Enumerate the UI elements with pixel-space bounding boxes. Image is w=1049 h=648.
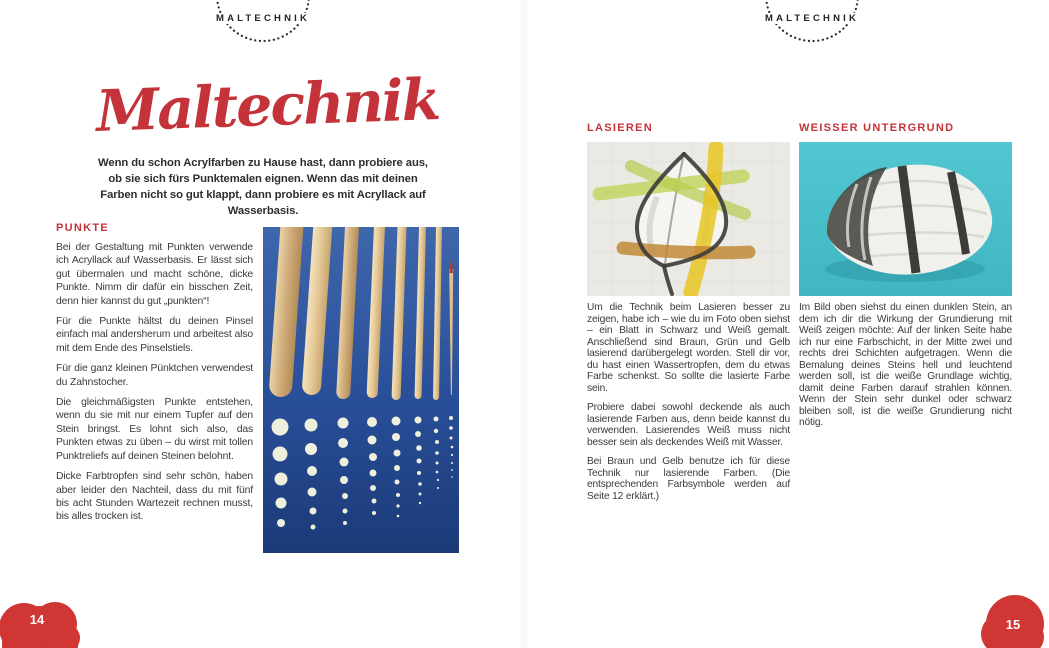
running-head-right — [750, 0, 874, 52]
running-head-left — [201, 0, 325, 52]
paragraph: Bei der Gestaltung mit Punkten verwende ich Acryllack auf Wasserbasis. Er lässt sich gut übermalen und macht schöne, dicke Punkte. Nimm dir dafür ein bisschen Zeit, denn hier kannst du gut „punkten“! — [56, 242, 253, 307]
weisser-untergrund-text-column — [799, 302, 1012, 437]
paragraph: Für die ganz kleinen Pünktchen verwendest du Zahnstocher. — [56, 363, 253, 388]
page-number: 14 — [29, 612, 45, 627]
white-primed-stone-photo — [799, 142, 1012, 296]
paragraph: Bei Braun und Gelb benutze ich für diese Technik nur lasierende Farben. (Die entsprechenden Farbsymbole werden auf Seite 12 erklärt.) — [587, 456, 790, 502]
running-head-title: MALTECHNIK — [750, 13, 874, 24]
dots-practice-photo — [263, 227, 459, 553]
paragraph: Im Bild oben siehst du einen dunklen Stein, an dem ich dir die Wirkung der Grundierung mit Weiß zeigen möchte: Auf der linken Seite habe ich nur eine Farbschicht, in der Mitte zwei und rechts drei Schichten aufgetragen. Wenn die Bemalung deines Steins hell und leuchtend werden soll, ist die weiße Grundlage wichtig, damit deine Farben darauf strahlen können. Wenn der Stein sehr dunkel oder schwarz bleiben soll, ist die weiße Grundierung nicht nötig. — [799, 302, 1012, 428]
section-heading-lasieren: LASIEREN — [587, 122, 654, 134]
punkte-text-column — [56, 241, 253, 531]
page-number-blob-right — [979, 592, 1049, 648]
glazing-leaf-photo — [587, 142, 790, 296]
paragraph: Für die Punkte hältst du deinen Pinsel einfach mal andersherum und arbeitest also mit dem Ende des Pinselstiels. — [56, 316, 253, 354]
page-gutter — [519, 0, 529, 648]
paragraph: Dicke Farbtropfen sind sehr schön, haben aber leider den Nachteil, dass du mit fünf bis acht Stunden Wartezeit rechnen musst, bis alles trocken ist. — [56, 471, 253, 523]
page-number: 15 — [1005, 617, 1021, 632]
page-number-blob-left — [0, 594, 92, 648]
chapter-intro-text: Wenn du schon Acrylfarben zu Hause hast, dann probiere aus, ob sie sich fürs Punktemalen eignen. Wenn das mit deinen Farben nicht so gut klappt, dann probiere es mit Acryllack auf Wasserbasis. — [98, 157, 428, 217]
paragraph: Die gleichmäßigsten Punkte entstehen, wenn du sie mit nur einem Tupfer auf den Stein bringst. Es lohnt sich also, das Punkten etwas zu üben – du wirst mit tollen Punktreliefs auf deinen Steinen belohnt. — [56, 397, 253, 462]
section-heading-punkte: PUNKTE — [56, 222, 110, 234]
dotted-circle-ornament-icon — [750, 0, 874, 52]
paragraph: Um die Technik beim Lasieren besser zu zeigen, habe ich – wie du im Foto oben siehst – ein Blatt in Schwarz und Weiß gemalt. Anschließend sind Braun, Grün und Gelb lasierend darübergelegt worden. Stell dir vor, du hast einen Wassertropfen, dem du etwas Farbe schenkst. So sollte die lasierte Farbe sein. — [587, 302, 790, 394]
dotted-circle-ornament-icon — [201, 0, 325, 52]
section-heading-weisser-untergrund: WEISSER UNTERGRUND — [799, 122, 955, 134]
paragraph: Probiere dabei sowohl deckende als auch lasierende Farben aus, denn beide kannst du verwenden. Lasierendes Weiß muss nicht besser sein als deckendes Weiß mit Wasser. — [587, 402, 790, 448]
running-head-title: MALTECHNIK — [201, 13, 325, 24]
lasieren-text-column — [587, 302, 790, 510]
chapter-title-script: Maltechnik — [94, 66, 441, 145]
